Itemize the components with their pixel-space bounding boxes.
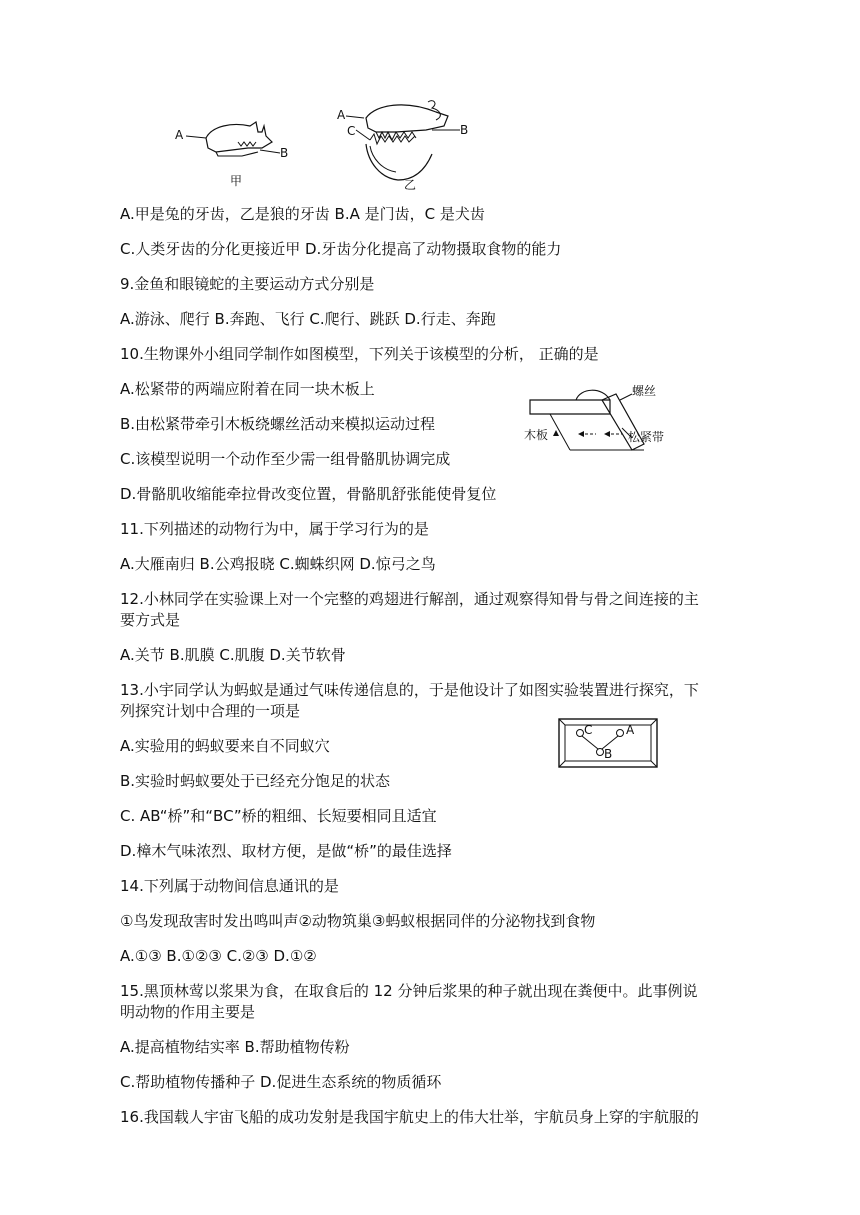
- q15-options-cd: C.帮助植物传播种子 D.促进生态系统的物质循环: [120, 1073, 442, 1091]
- board-model-drawing: [520, 384, 710, 456]
- q13-option-a: A.实验用的蚂蚁要来自不同蚁穴: [120, 737, 330, 755]
- wolf-caption: 乙: [404, 178, 417, 192]
- q15-options-ab: A.提高植物结实率 B.帮助植物传粉: [120, 1038, 350, 1056]
- q10-option-a: A.松紧带的两端应附着在同一块木板上: [120, 380, 375, 398]
- q15-stem-line1: 15.黑顶林莺以浆果为食，在取食后的 12 分钟后浆果的种子就出现在粪便中。此事例说: [120, 982, 698, 1000]
- figure-board-model: [520, 384, 710, 456]
- q14-stem: 14.下列属于动物间信息通讯的是: [120, 877, 339, 895]
- q10-option-c: C.该模型说明一个动作至少需一组骨骼肌协调完成: [120, 450, 451, 468]
- wolf-label-a: A: [337, 108, 346, 122]
- q9-options: A.游泳、爬行 B.奔跑、飞行 C.爬行、跳跃 D.行走、奔跑: [120, 310, 496, 328]
- wolf-label-c: C: [347, 124, 356, 138]
- q9-stem: 9.金鱼和眼镜蛇的主要运动方式分别是: [120, 275, 375, 293]
- figure-wolf-teeth: [336, 96, 486, 196]
- figure-rabbit-teeth: [172, 112, 292, 192]
- q13-stem-line1: 13.小宇同学认为蚂蚁是通过气味传递信息的，于是他设计了如图实验装置进行探究，下: [120, 681, 699, 699]
- q10-stem: 10.生物课外小组同学制作如图模型，下列关于该模型的分析， 正确的是: [120, 345, 599, 363]
- q10-option-b: B.由松紧带牵引木板绕螺丝活动来模拟运动过程: [120, 415, 436, 433]
- rabbit-caption: 甲: [230, 174, 243, 188]
- q8-options-ab: A.甲是兔的牙齿，乙是狼的牙齿 B.A 是门齿，C 是犬齿: [120, 205, 485, 223]
- q8-options-cd: C.人类牙齿的分化更接近甲 D.牙齿分化提高了动物摄取食物的能力: [120, 240, 562, 258]
- ant-label-b: B: [604, 747, 613, 761]
- rabbit-label-b: B: [280, 146, 289, 160]
- q14-statements: ①鸟发现敌害时发出鸣叫声②动物筑巢③蚂蚁根据同伴的分泌物找到食物: [120, 912, 596, 930]
- q10-option-d: D.骨骼肌收缩能牵拉骨改变位置，骨骼肌舒张能使骨复位: [120, 485, 497, 503]
- rabbit-label-a: A: [175, 128, 184, 142]
- ant-label-a: A: [626, 723, 635, 737]
- q16-stem: 16.我国载人宇宙飞船的成功发射是我国宇航史上的伟大壮举，宇航员身上穿的宇航服的: [120, 1108, 699, 1126]
- model-label-board: 木板: [524, 428, 549, 442]
- q12-options: A.关节 B.肌膜 C.肌腹 D.关节软骨: [120, 646, 346, 664]
- q11-stem: 11.下列描述的动物行为中，属于学习行为的是: [120, 520, 429, 538]
- ant-label-c: C: [584, 723, 593, 737]
- q11-options: A.大雁南归 B.公鸡报晓 C.蜘蛛织网 D.惊弓之鸟: [120, 555, 436, 573]
- q13-option-d: D.樟木气味浓烈、取材方便，是做“桥”的最佳选择: [120, 842, 452, 860]
- q12-stem-line2: 要方式是: [120, 611, 181, 629]
- q12-stem-line1: 12.小林同学在实验课上对一个完整的鸡翅进行解剖，通过观察得知骨与骨之间连接的主: [120, 590, 699, 608]
- model-label-screw: 螺丝: [632, 384, 657, 398]
- q14-options: A.①③ B.①②③ C.②③ D.①②: [120, 947, 317, 965]
- model-label-band: 松紧带: [628, 430, 665, 444]
- q13-option-b: B.实验时蚂蚁要处于已经充分饱足的状态: [120, 772, 391, 790]
- q13-stem-line2: 列探究计划中合理的一项是: [120, 702, 301, 720]
- wolf-label-b: B: [460, 123, 469, 137]
- q13-option-c: C. AB“桥”和“BC”桥的粗细、长短要相同且适宜: [120, 807, 437, 825]
- figure-ant-bridge: [558, 718, 658, 768]
- q15-stem-line2: 明动物的作用主要是: [120, 1003, 256, 1021]
